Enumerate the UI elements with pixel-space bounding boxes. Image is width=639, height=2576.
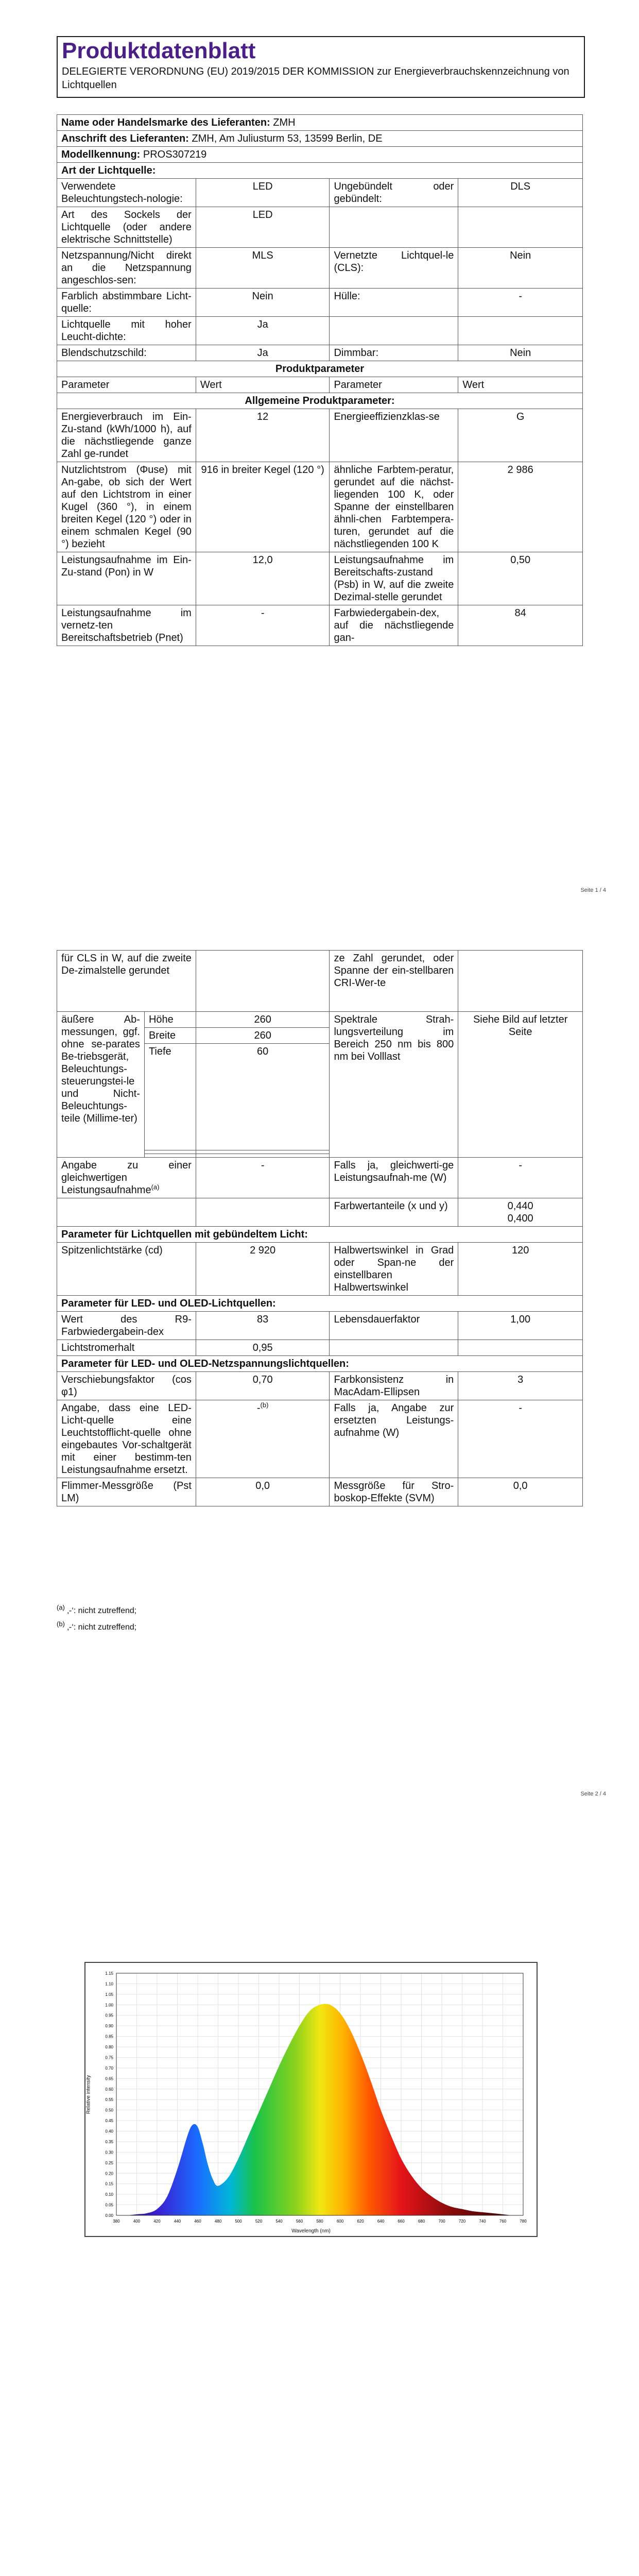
lamp-type-heading: Art der Lichtquelle: <box>57 163 583 179</box>
lamp-type-label: Hülle: <box>330 289 458 317</box>
param-value: 0,0 <box>196 1478 330 1506</box>
x-tick-label: 600 <box>336 2219 344 2224</box>
param-label: ähnliche Farbtem-peratur, gerundet auf die nächst-liegenden 100 K, oder Spanne der einstellbaren ähnli-chen Farbtempera-turen, gerundet auf die nächstliegenden 100 K <box>330 462 458 552</box>
param-value: 916 in breiter Kegel (120 °) <box>196 462 330 552</box>
footnote-marker: (a) <box>151 1183 160 1191</box>
table-row <box>57 1243 583 1296</box>
param-label: für CLS in W, auf die zweite De-zimalstelle gerundet <box>57 951 196 1012</box>
x-tick-label: 680 <box>418 2219 425 2224</box>
table-row <box>57 248 583 289</box>
param-value: 1,00 <box>458 1312 583 1340</box>
param-value: 12,0 <box>196 552 330 605</box>
dimension-value: 260 <box>196 1012 330 1028</box>
table-row <box>57 163 583 179</box>
lamp-type-label <box>330 317 458 345</box>
param-value: 0,50 <box>458 552 583 605</box>
table-row <box>57 462 583 552</box>
table-row <box>57 409 583 462</box>
table-row <box>57 605 583 646</box>
spectral-label: Spektrale Strah-lungsverteilung im Bereich 250 nm bis 800 nm bei Volllast <box>330 1012 458 1158</box>
column-header: Parameter <box>57 377 196 393</box>
param-label: Flimmer-Messgröße (Pst LM) <box>57 1478 196 1506</box>
param-label: Halbwertswinkel in Grad oder Span-ne der einstellbaren Halbwertswinkel <box>330 1243 458 1296</box>
footnote-a <box>57 1604 136 1618</box>
lamp-type-value <box>458 317 583 345</box>
x-tick-label: 620 <box>357 2219 364 2224</box>
lamp-type-label: Blendschutzschild: <box>57 345 196 361</box>
param-label: Leistungsaufnahme im Bereitschafts-zustand (Psb) in W, auf die zweite Dezimal-stelle gerundet <box>330 552 458 605</box>
table-row <box>57 345 583 361</box>
param-value: G <box>458 409 583 462</box>
footnote-text: ‚-‘: nicht zutreffend; <box>67 1623 137 1632</box>
param-value: 0,95 <box>196 1340 330 1356</box>
param-value: 0,0 <box>458 1478 583 1506</box>
y-tick-label: 0.35 <box>105 2139 113 2144</box>
equiv-label: Angabe zu einer gleichwertigen Leistungsaufnahme <box>61 1160 192 1196</box>
y-tick-label: 0.70 <box>105 2065 113 2071</box>
x-tick-label: 520 <box>255 2219 263 2224</box>
param-label: Wert des R9-Farbwiedergabein-dex <box>57 1312 196 1340</box>
lamp-type-label: Dimmbar: <box>330 345 458 361</box>
param-value: - <box>256 1402 261 1414</box>
param-value: 83 <box>196 1312 330 1340</box>
lamp-type-value <box>458 207 583 248</box>
dimension-name: Tiefe <box>144 1044 196 1150</box>
table-row <box>57 1158 583 1198</box>
y-tick-label: 0.90 <box>105 2024 113 2029</box>
param-label: Spitzenlichtstärke (cd) <box>57 1243 196 1296</box>
supplier-name-value: ZMH <box>273 117 296 128</box>
y-tick-label: 1.10 <box>105 1981 113 1987</box>
param-value: - <box>458 1158 583 1198</box>
x-tick-label: 440 <box>174 2219 181 2224</box>
column-header: Parameter <box>330 377 458 393</box>
x-tick-label: 700 <box>438 2219 445 2224</box>
page-1 <box>0 0 639 904</box>
param-label: Leistungsaufnahme im Ein-Zu-stand (Pon) in W <box>57 552 196 605</box>
dimension-name: Breite <box>144 1028 196 1044</box>
y-tick-label: 0.25 <box>105 2160 113 2165</box>
spectral-chart-svg <box>85 1963 537 2236</box>
page-number: Seite 2 / 4 <box>580 1791 606 1797</box>
x-tick-label: 500 <box>235 2219 242 2224</box>
y-tick-label: 0.05 <box>105 2202 113 2208</box>
param-label: Energieeffizienzklas-se <box>330 409 458 462</box>
lamp-type-label: Vernetzte Lichtquel-le (CLS): <box>330 248 458 289</box>
lamp-type-label: Art des Sockels der Lichtquelle (oder andere elektrische Schnittstelle) <box>57 207 196 248</box>
x-tick-label: 560 <box>296 2219 303 2224</box>
table-row <box>57 1356 583 1372</box>
table-row <box>57 317 583 345</box>
param-label: ze Zahl gerundet, oder Spanne der ein-stellbaren CRI-Wer-te <box>330 951 458 1012</box>
lamp-type-value: MLS <box>196 248 330 289</box>
x-tick-label: 640 <box>377 2219 385 2224</box>
dimension-value: 260 <box>196 1028 330 1044</box>
table-row <box>57 1340 583 1356</box>
lamp-type-table <box>57 178 583 646</box>
dimension-name: Höhe <box>144 1012 196 1028</box>
y-tick-label: 0.15 <box>105 2181 113 2187</box>
params-table-continued <box>57 950 583 1506</box>
x-tick-label: 660 <box>398 2219 405 2224</box>
x-tick-label: 460 <box>194 2219 201 2224</box>
param-label: Lebensdauerfaktor <box>330 1312 458 1340</box>
param-label: Angabe, dass eine LED-Licht-quelle eine Leuchtstofflicht-quelle ohne eingebautes Vor-schaltgerät mit einer bestimm-ten Leistungsaufnahme ersetzt. <box>57 1400 196 1478</box>
footnote-marker: (b) <box>57 1620 65 1628</box>
lamp-type-label <box>330 207 458 248</box>
lamp-type-value: Ja <box>196 345 330 361</box>
param-value: - <box>196 605 330 646</box>
param-label: Farbwiedergabein-dex, auf die nächstliegende gan- <box>330 605 458 646</box>
param-label: Energieverbrauch im Ein-Zu-stand (kWh/1000 h), auf die nächstliegende ganze Zahl ge-rundet <box>57 409 196 462</box>
table-row <box>57 179 583 207</box>
y-tick-label: 0.50 <box>105 2108 113 2113</box>
table-row <box>57 393 583 409</box>
page-2 <box>0 904 639 1807</box>
lamp-type-label: Netzspannung/Nicht direkt an die Netzspannung angeschlos-sen: <box>57 248 196 289</box>
y-tick-label: 0.00 <box>105 2213 113 2218</box>
title-band <box>57 36 585 98</box>
document-title: Produktdatenblatt <box>58 37 584 65</box>
table-row <box>57 1198 583 1227</box>
led-heading: Parameter für LED- und OLED-Lichtquellen: <box>57 1296 583 1312</box>
table-row <box>57 115 583 131</box>
model-label: Modellkennung: <box>61 149 141 160</box>
chart-x-label: Wavelength (nm) <box>291 2228 331 2234</box>
table-row <box>57 1372 583 1400</box>
page-number: Seite 1 / 4 <box>580 887 606 893</box>
document-subtitle: DELEGIERTE VERORDNUNG (EU) 2019/2015 DER KOMMISSION zur Energieverbrauchskennzeichnung von Lichtquellen <box>62 66 569 91</box>
chromaticity-y: 0,400 <box>507 1213 533 1224</box>
param-value: 2 920 <box>196 1243 330 1296</box>
x-tick-label: 400 <box>133 2219 141 2224</box>
footnote-marker: (b) <box>260 1401 269 1409</box>
equiv-value: - <box>196 1158 330 1198</box>
param-label: Falls ja, gleichwerti-ge Leistungsaufnah-me (W) <box>330 1158 458 1198</box>
y-tick-label: 1.15 <box>105 1971 113 1976</box>
y-tick-label: 1.00 <box>105 2003 113 2008</box>
footnote-marker: (a) <box>57 1603 65 1612</box>
chart-y-label: Relative intensity <box>85 2075 92 2114</box>
param-label: Farbkonsistenz in MacAdam-Ellipsen <box>330 1372 458 1400</box>
param-value: 120 <box>458 1243 583 1296</box>
param-value: 3 <box>458 1372 583 1400</box>
dimension-value: 60 <box>196 1044 330 1150</box>
y-tick-label: 0.10 <box>105 2192 113 2197</box>
spectral-chart <box>84 1962 538 2237</box>
param-label: Leistungsaufnahme im vernetz-ten Bereitschaftsbetrieb (Pnet) <box>57 605 196 646</box>
lamp-type-value: Nein <box>458 248 583 289</box>
general-params-heading: Allgemeine Produktparameter: <box>57 393 583 409</box>
x-tick-label: 380 <box>113 2219 120 2224</box>
table-row <box>57 147 583 163</box>
x-tick-label: 420 <box>153 2219 161 2224</box>
mains-heading: Parameter für LED- und OLED-Netzspannungslichtquellen: <box>57 1356 583 1372</box>
param-value: 0,70 <box>196 1372 330 1400</box>
x-tick-label: 760 <box>499 2219 507 2224</box>
table-row <box>57 1296 583 1312</box>
lamp-type-value: Ja <box>196 317 330 345</box>
supplier-name-label: Name oder Handelsmarke des Lieferanten: <box>61 117 270 128</box>
column-header: Wert <box>458 377 583 393</box>
lamp-type-label: Verwendete Beleuchtungstech-nologie: <box>57 179 196 207</box>
table-row <box>57 131 583 147</box>
y-tick-label: 0.85 <box>105 2034 113 2039</box>
param-value: 2 986 <box>458 462 583 552</box>
y-tick-label: 0.80 <box>105 2045 113 2050</box>
lamp-type-value: Nein <box>458 345 583 361</box>
y-tick-label: 0.45 <box>105 2119 113 2124</box>
model-value: PROS307219 <box>143 149 207 160</box>
supplier-address-value: ZMH, Am Juliusturm 53, 13599 Berlin, DE <box>192 133 383 144</box>
footnote-text: ‚-‘: nicht zutreffend; <box>67 1606 137 1615</box>
y-tick-label: 0.55 <box>105 2097 113 2103</box>
product-params-heading: Produktparameter <box>57 361 583 377</box>
y-tick-label: 0.65 <box>105 2076 113 2081</box>
param-label: Falls ja, Angabe zur ersetzten Leistungs-aufnahme (W) <box>330 1400 458 1478</box>
spectral-value: Siehe Bild auf letzter Seite <box>458 1012 583 1158</box>
y-tick-label: 0.75 <box>105 2055 113 2060</box>
chromaticity-label: Farbwertanteile (x und y) <box>330 1198 458 1227</box>
directional-heading: Parameter für Lichtquellen mit gebündeltem Licht: <box>57 1227 583 1243</box>
y-tick-label: 0.40 <box>105 2129 113 2134</box>
table-row <box>57 1012 583 1028</box>
chromaticity-x: 0,440 <box>507 1200 533 1212</box>
x-tick-label: 720 <box>458 2219 466 2224</box>
lamp-type-value: LED <box>196 207 330 248</box>
y-tick-label: 0.95 <box>105 2013 113 2018</box>
lamp-type-value: LED <box>196 179 330 207</box>
param-label: Nutzlichtstrom (Φuse) mit An-gabe, ob sich der Wert auf den Lichtstrom in einer Kugel (360 °), in einem breiten Kegel (120 °) oder in einem schmalen Kegel (90 °) bezieht <box>57 462 196 552</box>
param-value: - <box>458 1400 583 1478</box>
supplier-address-label: Anschrift des Lieferanten: <box>61 133 189 144</box>
y-tick-label: 0.20 <box>105 2171 113 2176</box>
param-value: 12 <box>196 409 330 462</box>
column-header: Wert <box>196 377 330 393</box>
x-tick-label: 740 <box>479 2219 486 2224</box>
lamp-type-label: Farblich abstimmbare Licht-quelle: <box>57 289 196 317</box>
param-label: Verschiebungsfaktor (cos φ1) <box>57 1372 196 1400</box>
param-value: 84 <box>458 605 583 646</box>
table-row <box>57 951 583 1012</box>
table-row <box>57 361 583 377</box>
y-tick-label: 0.30 <box>105 2150 113 2155</box>
y-tick-label: 0.60 <box>105 2087 113 2092</box>
param-label: Lichtstromerhalt <box>57 1340 196 1356</box>
x-tick-label: 580 <box>316 2219 323 2224</box>
x-tick-label: 780 <box>520 2219 527 2224</box>
table-row <box>57 289 583 317</box>
table-row <box>57 1227 583 1243</box>
lamp-type-value: - <box>458 289 583 317</box>
lamp-type-label: Ungebündelt oder gebündelt: <box>330 179 458 207</box>
param-label: Messgröße für Stro-boskop-Effekte (SVM) <box>330 1478 458 1506</box>
y-tick-label: 1.05 <box>105 1992 113 1997</box>
page-3 <box>0 1807 639 2576</box>
table-row <box>57 207 583 248</box>
x-tick-label: 480 <box>214 2219 222 2224</box>
dimensions-label: äußere Ab-messungen, ggf. ohne se-parates Be-triebsgerät, Beleuchtungs-steuerungstei-le und Nicht-Beleuchtungs-teile (Millime-ter) <box>57 1012 145 1158</box>
footnote-b <box>57 1621 136 1634</box>
table-row <box>57 1312 583 1340</box>
lamp-type-value: Nein <box>196 289 330 317</box>
table-row <box>57 1478 583 1506</box>
lamp-type-label: Lichtquelle mit hoher Leucht-dichte: <box>57 317 196 345</box>
x-tick-label: 540 <box>275 2219 283 2224</box>
supplier-table <box>57 114 583 179</box>
table-row <box>57 377 583 393</box>
lamp-type-value: DLS <box>458 179 583 207</box>
table-row <box>57 552 583 605</box>
table-row <box>57 1400 583 1478</box>
